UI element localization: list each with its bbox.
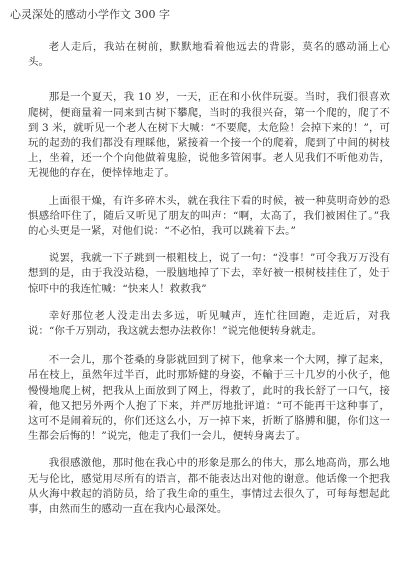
document-body xyxy=(28,40,390,517)
paragraph-4: 说罢，我就一下子跳到一根粗枝上，说了一句：“没事！”可令我万万没有想到的是，由于我没站稳，一股脑地掉了下去，幸好被一根树枝挂住了，处于惊吓中的我连忙喊：“快来人！救救我” xyxy=(28,252,390,295)
paragraph-6: 不一会儿，那个苍桑的身影就回到了树下，他拿来一个大网，撑了起来，吊在枝上，虽然年过半百，此时那矫健的身姿，不輸于三十几岁的小伙子，他慢慢地爬上树，把我从上面放到了网上，得救了，此时的我长舒了一口气，接着，他又把另外两个人抱了下来，并严厉地批评道：“可不能再干这种事了，这可不是闹着玩的，你们还这么小，万一掉下来，折断了胳膊和腿，你们这一生都会后悔的！”说完，他走了我们一会儿，便转身离去了。 xyxy=(28,354,390,443)
paragraph-3: 上面很干燥，有许多碎木头，就在我往下看的时候，被一种莫明奇妙的恐惧感给吓住了，随后又听见了朋友的叫声：“啊，太高了，我们被困住了。”我的心头更是一紧，对他们说：“不必怕，我可以跳着下去。” xyxy=(28,194,390,238)
paragraph-5: 幸好那位老人没走出去多远，听见喊声，连忙往回跑，走近后，对我说：“你千万别动，我这就去想办法救你！”说完他便转身就走。 xyxy=(28,309,390,338)
paragraph-1: 老人走后，我站在树前，默默地看着他远去的背影，莫名的感动涌上心头。 xyxy=(28,41,390,69)
document-title: 心灵深处的感动小学作文 300 字 xyxy=(10,8,170,21)
paragraph-7: 我很感激他，那时他在我心中的形象是那么的伟大，那么地高尚，那么地无与伦比，感觉用尽所有的语言，都不能表达出对他的谢意。他话像一个把我从火海中救起的消防员，给了我生命的重生，事情过去很久了，可每每想起此事，由然而生的感动一直在我内心最深处。 xyxy=(28,457,390,516)
paragraph-2: 那是一个夏天，我 10 岁，一天，正在和小伙伴玩耍。当时，我们很喜欢爬树，便商量着一同来到古树下攀爬，当时的我很兴奋，第一个爬的，爬了不到 3 米，就听见一个老人在树下大喊：“不要爬，太危险！会掉下来的！”，可玩的起劲的我们都没有理睬他，紧接着一个接一个的爬着，爬到了中间的树枝上，坐着，还一个个向他做着鬼脸，说他多管闲事。老人见我们不听他劝告，无视他的存在，便悻悻地走了。 xyxy=(28,91,390,180)
